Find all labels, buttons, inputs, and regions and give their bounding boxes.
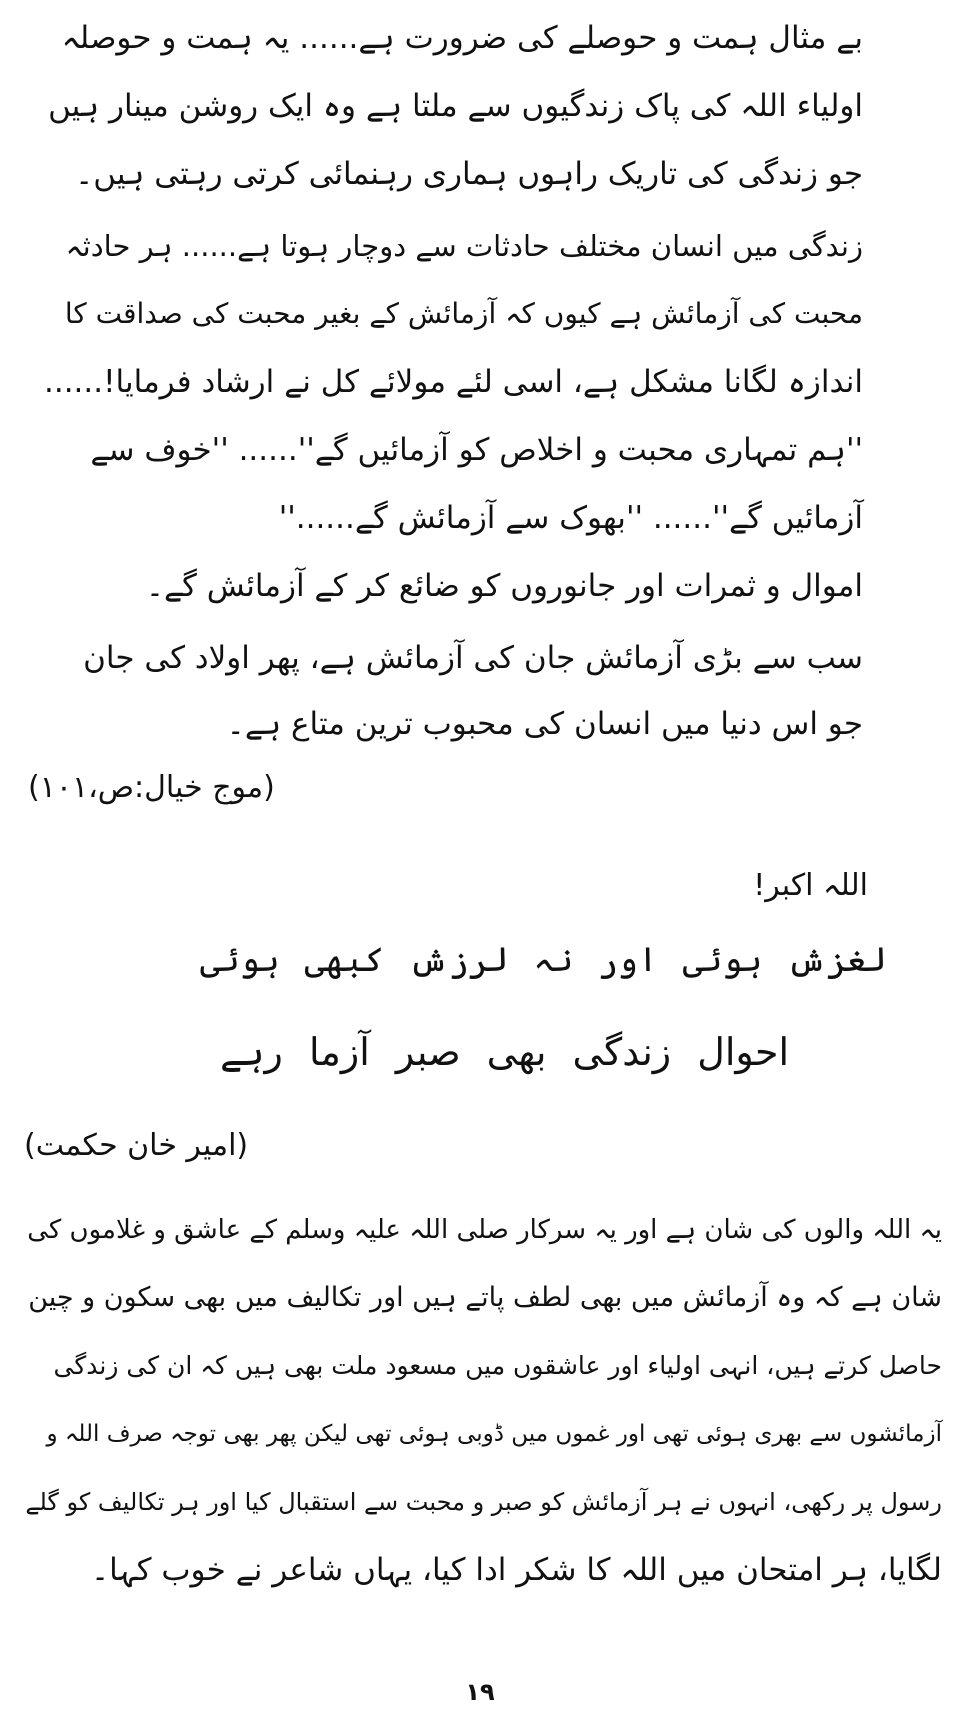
para2-line-5: آزمائیں گے''...... ''بھوک سے آزمائش گے......'' [278, 500, 863, 536]
para1-line-3: جو زندگی کی تاریک راہوں ہماری رہنمائی کرتی رہتی ہیں۔ [75, 156, 863, 192]
para4-line-3: حاصل کرتے ہیں، انہی اولیاء اور عاشقوں میں مسعود ملت بھی ہیں کہ ان کی زندگی [53, 1351, 942, 1380]
para2-line-4: ''ہم تمہاری محبت و اخلاص کو آزمائیں گے''...... ''خوف سے [90, 432, 863, 468]
para2-line-6: اموال و ثمرات اور جانوروں کو ضائع کر کے آزمائش گے۔ [145, 568, 863, 604]
page-number: ۱۹ [465, 1678, 495, 1706]
para1-line-1: بے مثال ہمت و حوصلے کی ضرورت ہے...... یہ ہمت و حوصلہ [61, 20, 863, 56]
para4-line-1: یہ اللہ والوں کی شان ہے اور یہ سرکار صلی اللہ علیہ وسلم کے عاشق و غلاموں کی [27, 1215, 942, 1245]
citation: (موج خیال:ص،۱۰۱) [28, 770, 275, 805]
para4-line-4: آزمائشوں سے بھری ہوئی تھی اور غموں میں ڈوبی ہوئی تھی لیکن پھر بھی توجہ صرف اللہ و [46, 1421, 942, 1447]
para4-line-6: لگایا، ہر امتحان میں اللہ کا شکر ادا کیا، یہاں شاعر نے خوب کہا۔ [90, 1552, 942, 1588]
poet-attribution: (امیر خان حکمت) [24, 1128, 249, 1163]
exclamation: اللہ اکبر! [753, 868, 868, 903]
para2-line-2: محبت کی آزمائش ہے کیوں کہ آزمائش کے بغیر محبت کی صداقت کا [64, 297, 863, 330]
para4-line-5: رسول پر رکھی، انہوں نے ہر آزمائش کو صبر و محبت سے استقبال کیا اور ہر تکالیف کو گلے [25, 1488, 942, 1516]
para1-line-2: اولیاء اللہ کی پاک زندگیوں سے ملتا ہے وہ ایک روشن مینار ہیں [48, 88, 863, 124]
para3-line-2: جو اس دنیا میں انسان کی محبوب ترین متاع ہے۔ [226, 706, 863, 742]
verse-line-1: لغزش ہوئی اور نہ لرزش کبھی ہوئی [200, 940, 887, 980]
para4-line-2: شان ہے کہ وہ آزمائش میں بھی لطف پاتے ہیں اور تکالیف میں بھی سکون و چین [28, 1282, 942, 1313]
para2-line-1: زندگی میں انسان مختلف حادثات سے دوچار ہوتا ہے...... ہر حادثہ [65, 229, 863, 263]
verse-line-2: احوال زندگی بھی صبر آزما رہے [220, 1030, 790, 1074]
para3-line-1: سب سے بڑی آزمائش جان کی آزمائش ہے، پھر اولاد کی جان [83, 640, 863, 676]
para2-line-3: اندازہ لگانا مشکل ہے، اسی لئے مولائے کل نے ارشاد فرمایا!...... [44, 364, 863, 400]
